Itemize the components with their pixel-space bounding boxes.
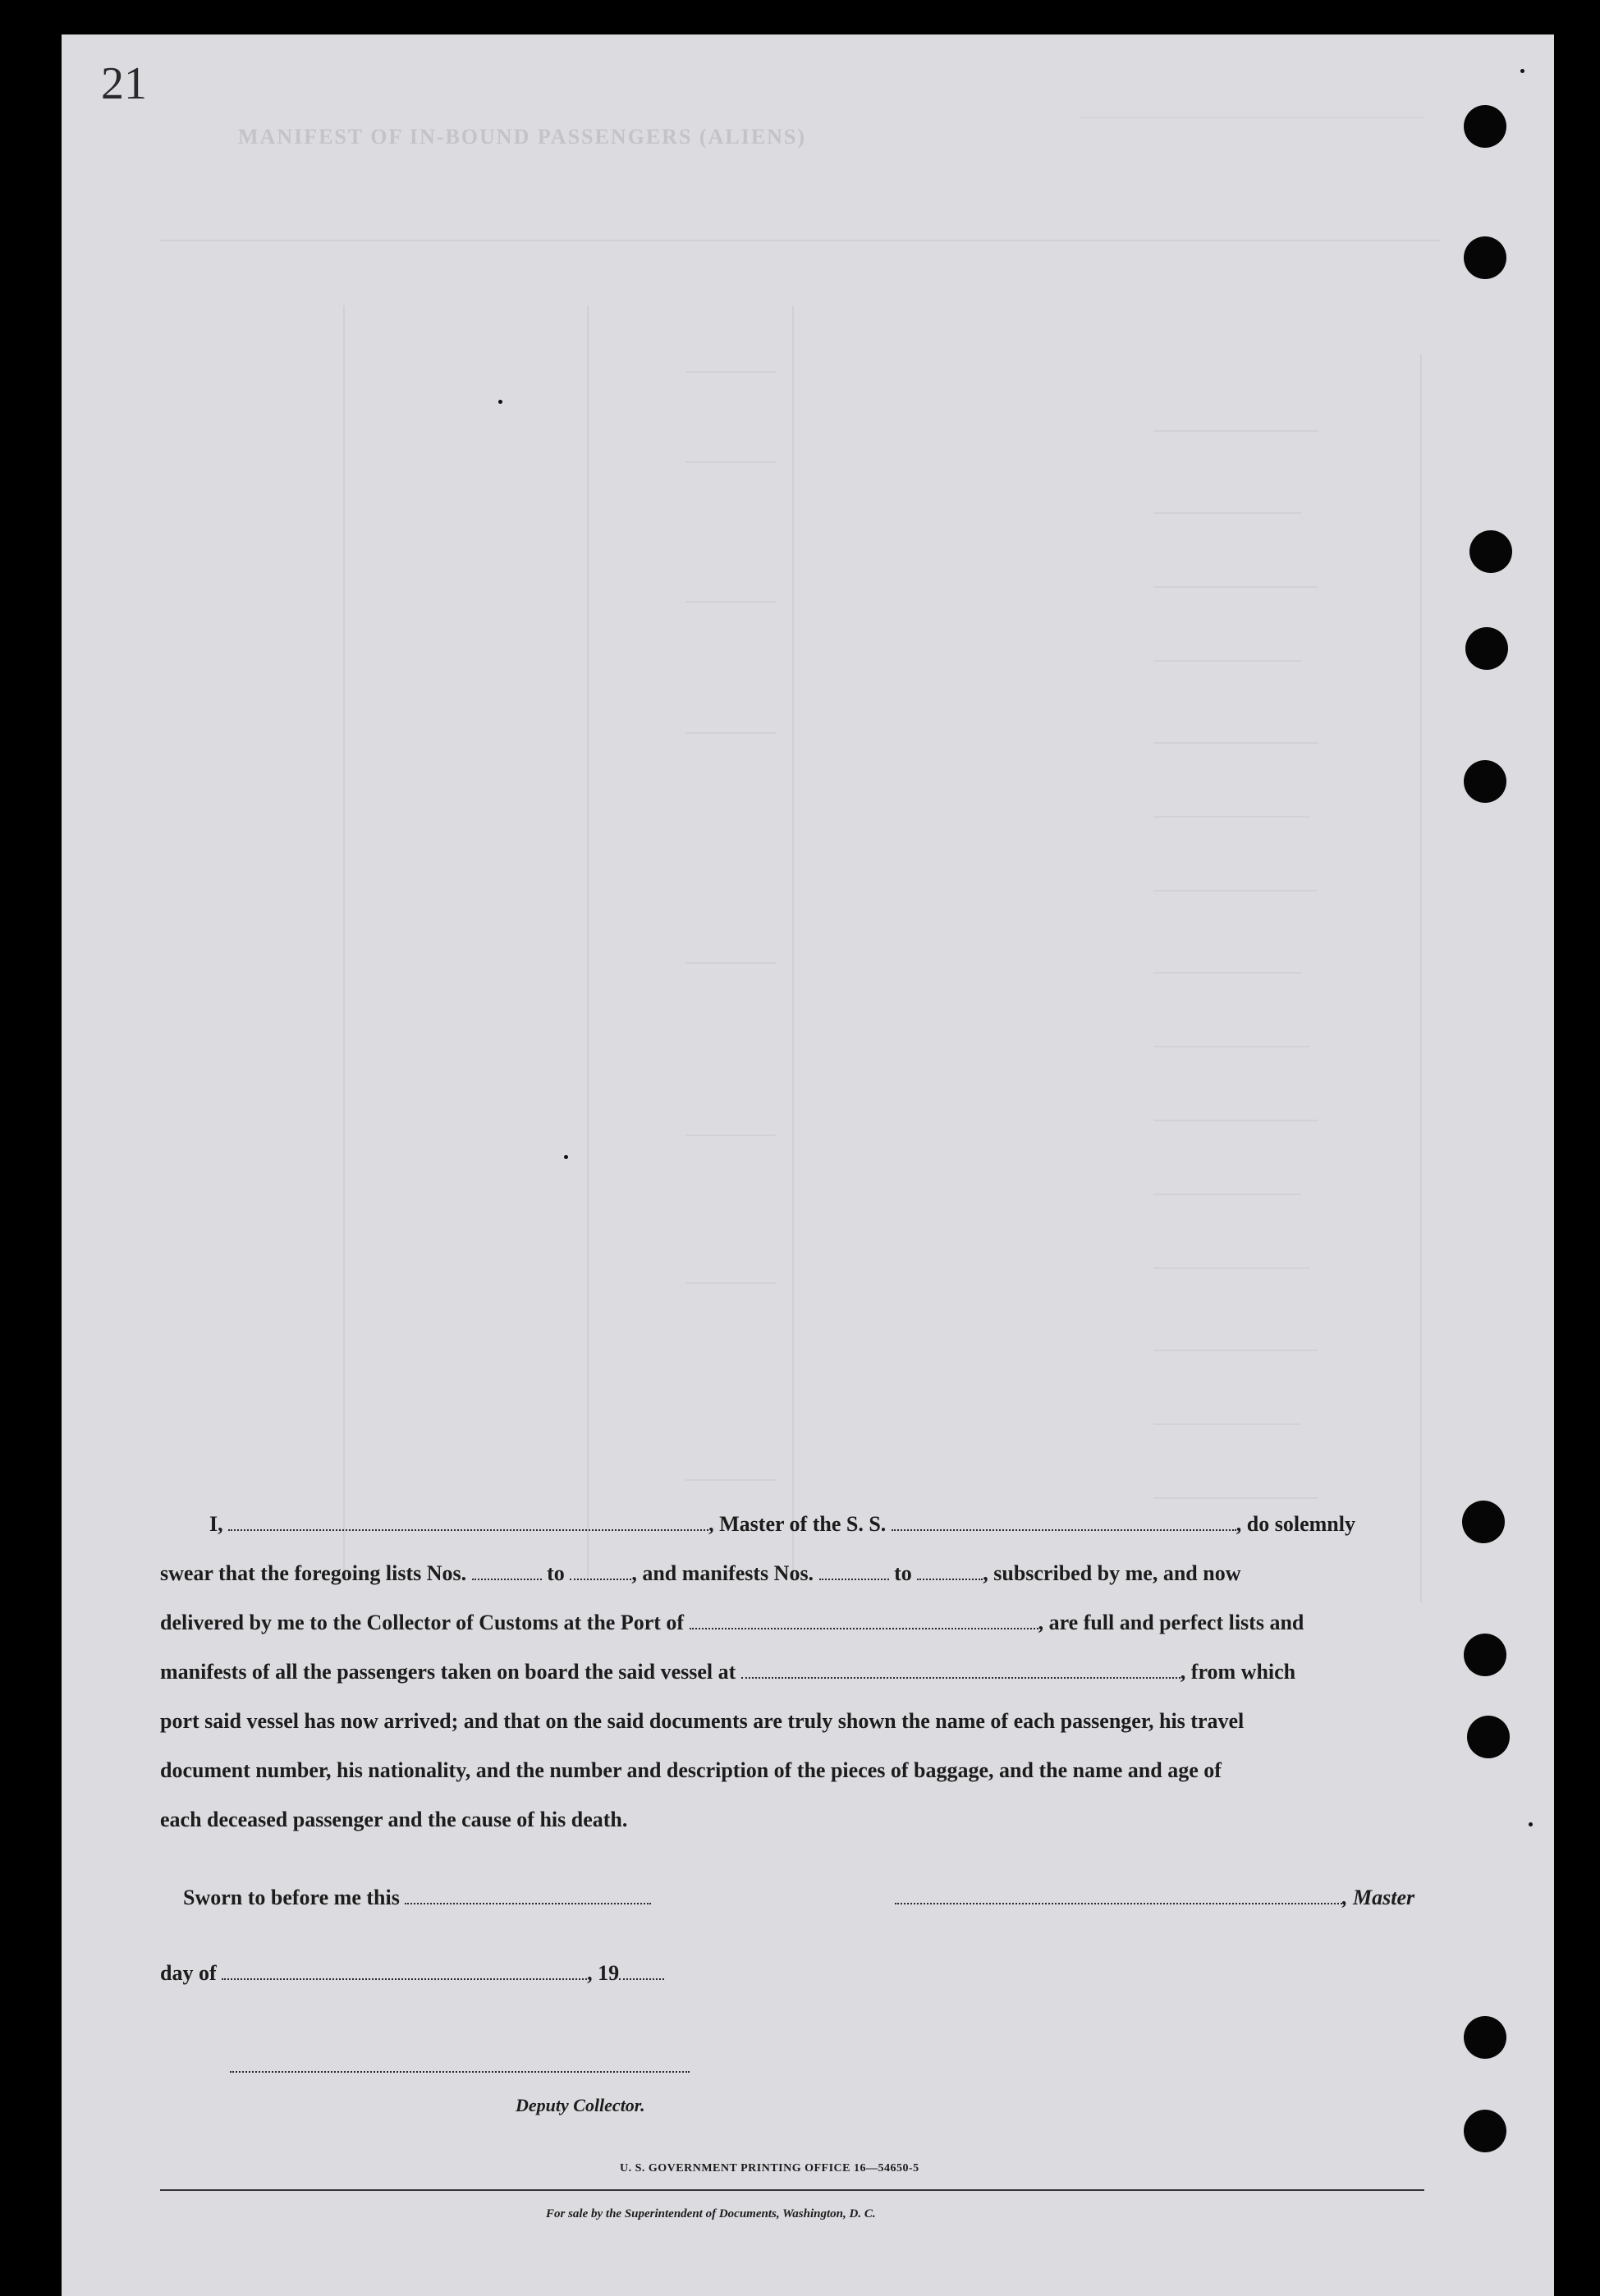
vessel-name-field[interactable]: [892, 1513, 1236, 1531]
faded-row: [685, 601, 776, 603]
oath-to-1: to: [547, 1561, 565, 1585]
handwritten-page-number: 21: [101, 58, 147, 109]
oath-line-1: [209, 1512, 1355, 1537]
oath-line-4: [160, 1660, 1295, 1684]
master-name-field[interactable]: [228, 1513, 708, 1531]
faded-row: [1153, 1267, 1309, 1269]
faded-column-line: [343, 305, 345, 1578]
oath-line-6: document number, his nationality, and the number and description of the pieces of baggage, and the name and age of: [160, 1758, 1222, 1782]
gpo-imprint: U. S. GOVERNMENT PRINTING OFFICE 16—54650-5: [620, 2162, 919, 2175]
manifest-from-field[interactable]: [819, 1562, 889, 1580]
faded-row: [1153, 1497, 1318, 1499]
oath-full-perfect: , are full and perfect lists and: [1038, 1611, 1304, 1634]
oath-delivered: delivered by me to the Collector of Customs at the Port of: [160, 1611, 685, 1634]
year-prefix: , 19: [587, 1961, 620, 1985]
deputy-signature-field[interactable]: [230, 2055, 690, 2073]
faded-row: [1153, 1423, 1301, 1425]
oath-subscribed: , subscribed by me, and now: [983, 1561, 1241, 1585]
faded-row: [1153, 1194, 1301, 1195]
faded-row: [1153, 430, 1318, 432]
faded-row: [1153, 660, 1301, 662]
oath-line-2: [160, 1561, 1240, 1586]
oath-swear: swear that the foregoing lists Nos.: [160, 1561, 467, 1585]
punch-hole: [1464, 1634, 1506, 1676]
faded-column-line: [1420, 355, 1422, 1602]
scan-speck: [1529, 1822, 1533, 1826]
punch-hole: [1464, 236, 1506, 279]
punch-hole: [1464, 2110, 1506, 2152]
sworn-line: [183, 1886, 651, 1910]
faded-row: [1153, 586, 1318, 588]
port-of-arrival-field[interactable]: [690, 1611, 1038, 1629]
faded-row: [685, 461, 776, 463]
faded-column-line: [587, 305, 589, 1578]
punch-hole: [1465, 627, 1508, 670]
faded-row: [685, 732, 776, 734]
list-to-field[interactable]: [570, 1562, 631, 1580]
day-of-line: [160, 1961, 664, 1986]
oath-line-5: port said vessel has now arrived; and that on the said documents are truly shown the name of each passenger, his travel: [160, 1709, 1245, 1733]
master-signature-field[interactable]: [895, 1886, 1342, 1904]
oath-manifests-all: manifests of all the passengers taken on board the said vessel at: [160, 1660, 736, 1684]
faded-row: [1153, 742, 1318, 744]
oath-from-which: , from which: [1180, 1660, 1296, 1684]
punch-hole: [1469, 530, 1512, 573]
manifest-to-field[interactable]: [917, 1562, 983, 1580]
faded-row: [1153, 972, 1301, 974]
oath-i-label: I,: [209, 1512, 223, 1536]
punch-hole: [1464, 760, 1506, 803]
oath-do-solemnly: , do solemnly: [1236, 1512, 1355, 1536]
faded-row: [1153, 890, 1318, 891]
manifest-page: [62, 34, 1554, 2296]
year-field[interactable]: [619, 1962, 664, 1980]
deputy-collector-line: [230, 2054, 690, 2078]
master-label: , Master: [1342, 1886, 1415, 1909]
faded-row: [685, 1134, 776, 1136]
punch-hole: [1464, 2016, 1506, 2059]
sworn-label: Sworn to before me this: [183, 1886, 400, 1909]
scan-speck: [498, 400, 502, 404]
footer-rule: [160, 2189, 1424, 2191]
faded-row: [1153, 816, 1309, 818]
faded-header-title: MANIFEST OF IN-BOUND PASSENGERS (ALIENS): [238, 125, 807, 149]
faded-row: [685, 1479, 776, 1481]
faded-header-block: [1080, 92, 1424, 141]
day-of-field[interactable]: [222, 1962, 587, 1980]
oath-to-2: to: [894, 1561, 912, 1585]
faded-row: [685, 962, 776, 964]
oath-and-manifests: , and manifests Nos.: [631, 1561, 814, 1585]
faded-row: [1153, 512, 1301, 514]
punch-hole: [1464, 105, 1506, 148]
faded-row: [1153, 1350, 1318, 1351]
oath-line-3: [160, 1611, 1304, 1635]
scan-speck: [564, 1155, 568, 1159]
oath-master-of: , Master of the S. S.: [708, 1512, 887, 1536]
faded-row: [685, 371, 776, 373]
for-sale-note: For sale by the Superintendent of Documents, Washington, D. C.: [546, 2207, 876, 2220]
faded-table-rule: [160, 240, 1441, 241]
oath-line-7: each deceased passenger and the cause of his death.: [160, 1808, 628, 1831]
sworn-date-field[interactable]: [405, 1886, 651, 1904]
port-of-departure-field[interactable]: [741, 1661, 1181, 1679]
faded-column-line: [792, 305, 794, 1578]
master-signature-line: [895, 1886, 1414, 1910]
punch-hole: [1462, 1501, 1505, 1543]
faded-row: [1153, 1120, 1318, 1121]
faded-row: [1153, 1046, 1309, 1047]
day-of-label: day of: [160, 1961, 217, 1985]
deputy-collector-label: Deputy Collector.: [516, 2095, 645, 2115]
punch-hole: [1467, 1716, 1510, 1758]
scan-speck: [1520, 69, 1524, 73]
list-from-field[interactable]: [472, 1562, 542, 1580]
faded-row: [685, 1282, 776, 1284]
